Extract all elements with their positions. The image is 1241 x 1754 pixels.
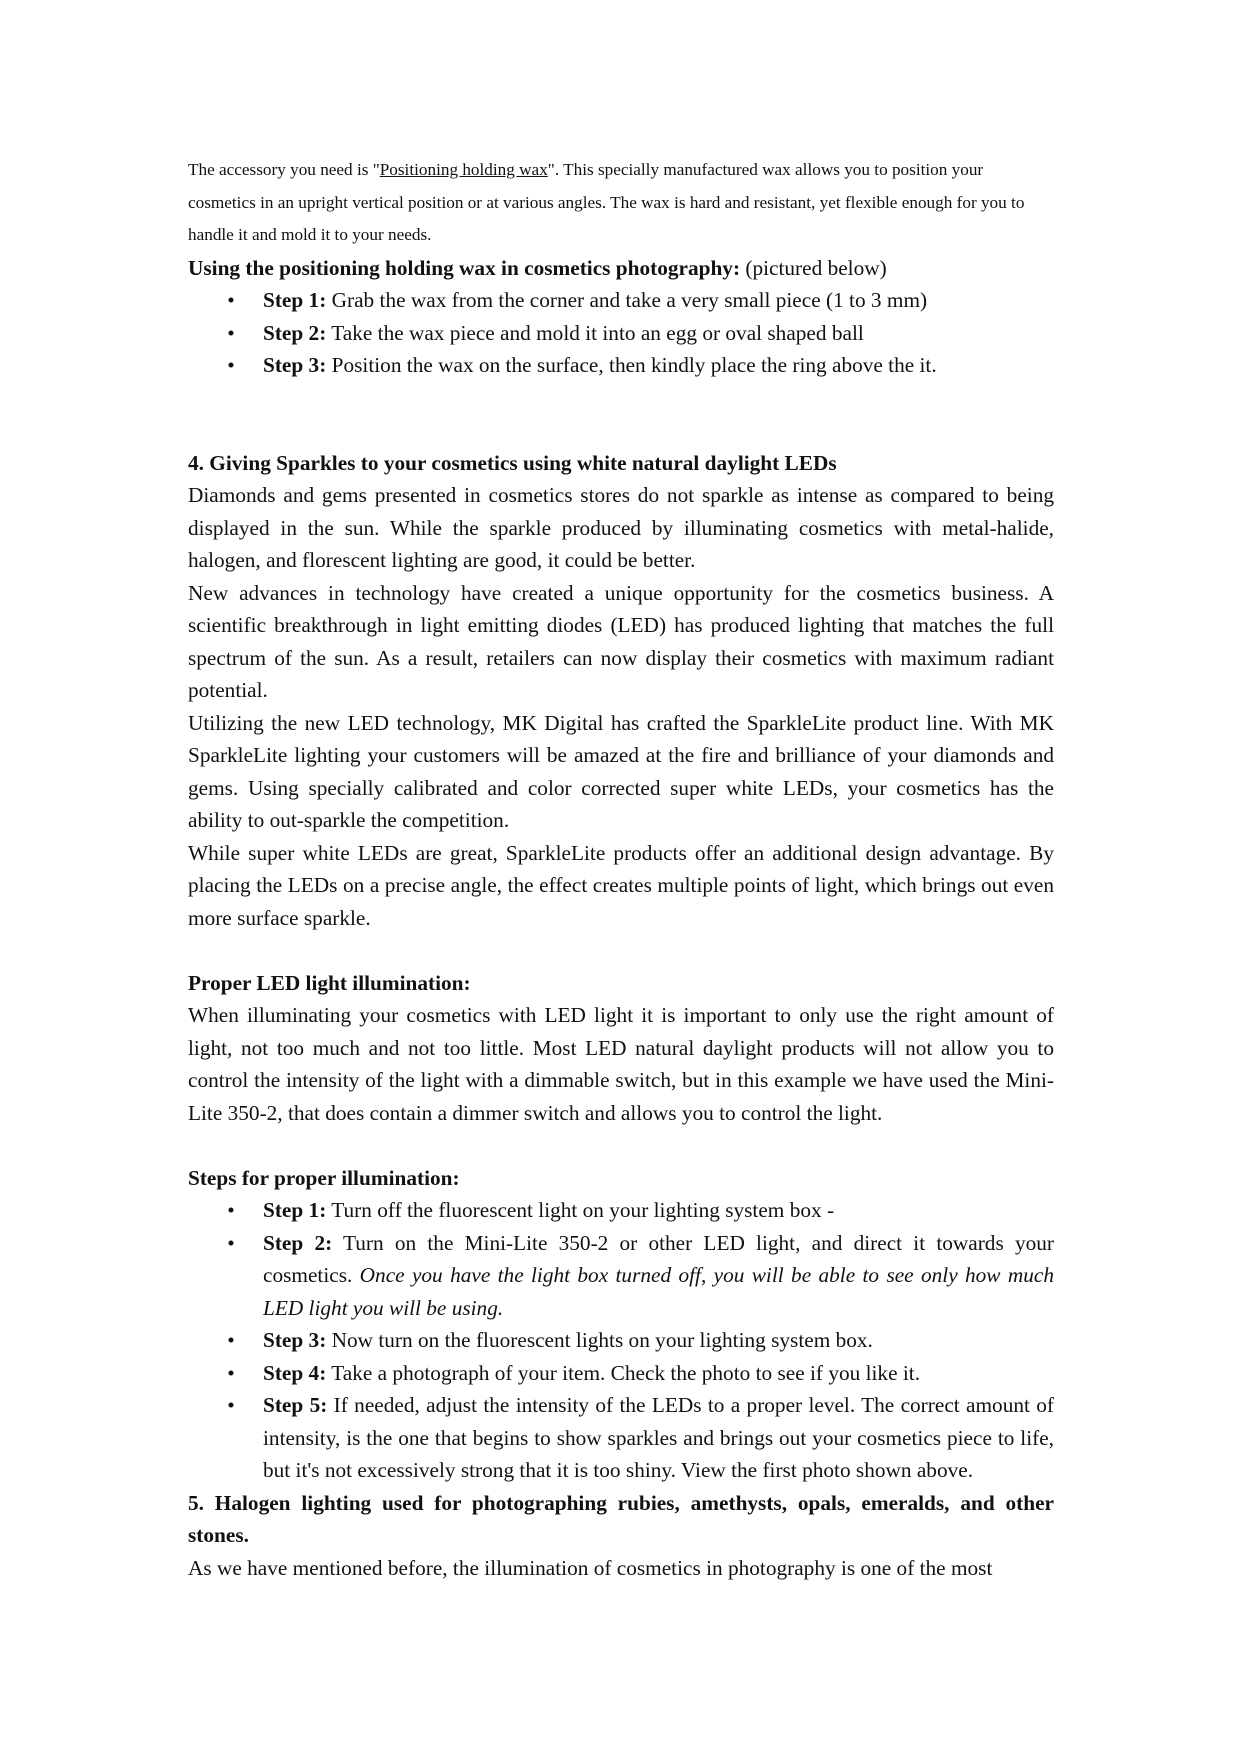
document-page <box>188 154 1054 1584</box>
bullet-icon: • <box>227 1230 235 1255</box>
bullet-icon: • <box>227 1198 235 1222</box>
list-item <box>188 1194 1054 1227</box>
illumination-steps-list <box>188 1194 1054 1487</box>
step-label: Step 2: <box>263 1230 333 1255</box>
step-text: Position the wax on the surface, then kindly place the ring above the it. <box>326 353 937 377</box>
wax-usage-heading <box>188 252 1054 285</box>
step-text: If needed, adjust the intensity of the LEDs to a proper level. The correct amount of intensity, is the one that begins to show sparkles and brings out your cosmetics piece to life, but it's not excessively strong that it is too shiny. View the first photo shown above. <box>263 1393 1054 1482</box>
bullet-icon: • <box>227 1360 235 1385</box>
step-text: Turn on the Mini-Lite 350-2 or other LED light, and direct it towards your cosmetics. <box>263 1230 1054 1287</box>
spacer <box>188 382 1054 447</box>
step-label: Step 1: <box>263 288 327 312</box>
section-5-paragraph: As we have mentioned before, the illumination of cosmetics in photography is one of the most <box>188 1555 993 1580</box>
section-5-heading-text: 5. Halogen lighting used for photographing rubies, amethysts, opals, emeralds, and other stones. <box>188 1490 1054 1547</box>
illumination-steps-heading-text: Steps for proper illumination: <box>188 1165 460 1190</box>
intro-paragraph <box>188 154 1054 252</box>
bullet-icon: • <box>227 320 235 345</box>
section-4-paragraph-3: Utilizing the new LED technology, MK Digital has crafted the SparkleLite product line. With MK SparkleLite lighting your customers will be amazed at the fire and brilliance of your diamonds and gems. Using specially calibrated and color corrected super white LEDs, your cosmetics has the ability to out-sparkle the competition. <box>188 710 1054 832</box>
section-5-heading <box>188 1487 1054 1552</box>
led-illumination-paragraph: When illuminating your cosmetics with LED light it is important to only use the right amount of light, not too much and not too little. Most LED natural daylight products will not allow you to control the intensity of the light with a dimmable switch, but in this example we have used the Mini-Lite 350-2, that does contain a dimmer switch and allows you to control the light. <box>188 1003 1054 1125</box>
list-item <box>188 1227 1054 1325</box>
spacer <box>188 1129 1054 1162</box>
illumination-steps-heading <box>188 1162 1054 1195</box>
led-illumination-heading-text: Proper LED light illumination: <box>188 970 471 995</box>
bullet-icon: • <box>227 288 235 312</box>
step-text: Now turn on the fluorescent lights on your lighting system box. <box>326 1328 873 1352</box>
step-label: Step 4: <box>263 1360 327 1385</box>
section-4-heading-text: 4. Giving Sparkles to your cosmetics using white natural daylight LEDs <box>188 450 837 475</box>
bullet-icon: • <box>227 1328 235 1352</box>
list-item <box>188 284 1054 317</box>
step-label: Step 3: <box>263 1328 327 1352</box>
wax-usage-heading-bold: Using the positioning holding wax in cosmetics photography: <box>188 255 741 280</box>
list-item <box>188 1324 1054 1357</box>
list-item <box>188 349 1054 382</box>
led-illumination-heading <box>188 967 1054 1000</box>
intro-text-start: The accessory you need is " <box>188 160 380 179</box>
bullet-icon: • <box>227 1393 235 1417</box>
step-text: Grab the wax from the corner and take a very small piece (1 to 3 mm) <box>326 288 928 312</box>
section-4-paragraph-2: New advances in technology have created a unique opportunity for the cosmetics business. A scientific breakthrough in light emitting diodes (LED) has produced lighting that matches the full spectrum of the sun. As a result, retailers can now display their cosmetics with maximum radiant potential. <box>188 580 1054 702</box>
wax-steps-list <box>188 284 1054 382</box>
section-4-heading <box>188 447 1054 480</box>
step-label: Step 1: <box>263 1198 327 1222</box>
positioning-wax-link[interactable]: Positioning holding wax <box>379 160 548 179</box>
wax-usage-heading-note: (pictured below) <box>740 255 887 280</box>
step-text: Turn off the fluorescent light on your lighting system box - <box>326 1198 835 1222</box>
section-4-paragraph-4: While super white LEDs are great, SparkleLite products offer an additional design advantage. By placing the LEDs on a precise angle, the effect creates multiple points of light, which brings out even more surface sparkle. <box>188 840 1054 930</box>
section-4-paragraph-1: Diamonds and gems presented in cosmetics stores do not sparkle as intense as compared to being displayed in the sun. While the sparkle produced by illuminating cosmetics with metal-halide, halogen, and florescent lighting are good, it could be better. <box>188 483 1054 572</box>
intro-text-end: ". This specially manufactured wax allows you to position your cosmetics in an upright vertical position or at various angles. The wax is hard and resistant, yet flexible enough for you to handle it and mold it to your needs. <box>188 160 1025 244</box>
list-item <box>188 1389 1054 1487</box>
step-text: Take a photograph of your item. Check the photo to see if you like it. <box>326 1360 921 1385</box>
bullet-icon: • <box>227 353 235 377</box>
spacer <box>188 934 1054 967</box>
list-item <box>188 1357 1054 1390</box>
step-text: Take the wax piece and mold it into an egg or oval shaped ball <box>326 320 864 345</box>
step-label: Step 5: <box>263 1393 328 1417</box>
step-label: Step 3: <box>263 353 327 377</box>
list-item <box>188 317 1054 350</box>
step-note: Once you have the light box turned off, you will be able to see only how much LED light you will be using. <box>263 1263 1054 1320</box>
step-label: Step 2: <box>263 320 327 345</box>
